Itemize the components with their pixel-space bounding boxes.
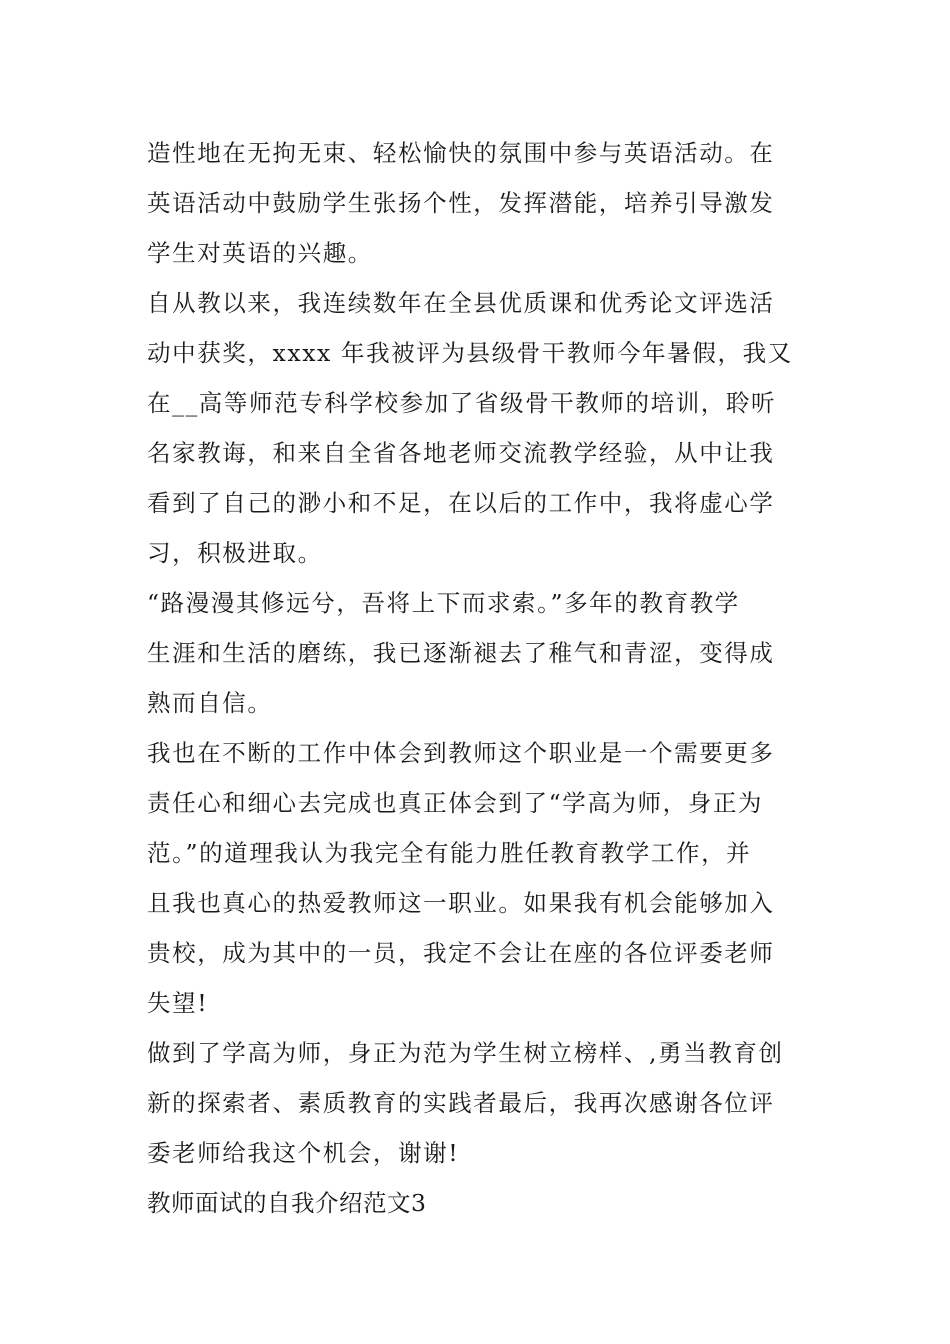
- text-line: 英语活动中鼓励学生张扬个性，发挥潜能，培养引导激发: [147, 189, 775, 217]
- text-line: 自从教以来，我连续数年在全县优质课和优秀论文评选活: [147, 289, 775, 317]
- text-line: 新的探索者、素质教育的实践者最后，我再次感谢各位评: [147, 1089, 775, 1117]
- text-line: 且我也真心的热爱教师这一职业。如果我有机会能够加入: [147, 889, 775, 917]
- text-line: 学生对英语的兴趣。: [147, 239, 373, 267]
- paragraph-5: [147, 1028, 807, 1178]
- paragraph-3: [147, 578, 807, 728]
- text-line: 做到了学高为师，身正为范为学生树立榜样、,勇当教育创: [147, 1039, 784, 1067]
- paragraph-1: [147, 128, 807, 278]
- text-line: 动中获奖，xxxx 年我被评为县级骨干教师今年暑假，我又: [147, 339, 793, 367]
- text-line: “路漫漫其修远兮，吾将上下而求索。”多年的教育教学: [147, 589, 740, 617]
- paragraph-4: [147, 728, 807, 1028]
- text-line: 造性地在无拘无束、轻松愉快的氛围中参与英语活动。在: [147, 139, 775, 167]
- document-body: [147, 128, 807, 1228]
- text-line: 责任心和细心去完成也真正体会到了“学高为师，身正为: [147, 789, 764, 817]
- text-line: 习，积极进取。: [147, 539, 323, 567]
- text-line: 熟而自信。: [147, 689, 273, 717]
- text-line: 贵校，成为其中的一员，我定不会让在座的各位评委老师: [147, 939, 775, 967]
- text-line: 看到了自己的渺小和不足，在以后的工作中，我将虚心学: [147, 489, 775, 517]
- text-line: 范。”的道理我认为我完全有能力胜任教育教学工作，并: [147, 839, 752, 867]
- text-line: 失望!: [147, 989, 209, 1017]
- text-line: 我也在不断的工作中体会到教师这个职业是一个需要更多: [147, 739, 775, 767]
- paragraph-2: [147, 278, 807, 578]
- text-line: 委老师给我这个机会，谢谢!: [147, 1139, 460, 1167]
- text-line: 生涯和生活的磨练，我已逐渐褪去了稚气和青涩，变得成: [147, 639, 775, 667]
- text-line: 在__高等师范专科学校参加了省级骨干教师的培训，聆听: [147, 389, 777, 417]
- section-heading: 教师面试的自我介绍范文3: [147, 1189, 427, 1217]
- text-line: 名家教诲，和来自全省各地老师交流教学经验，从中让我: [147, 439, 775, 467]
